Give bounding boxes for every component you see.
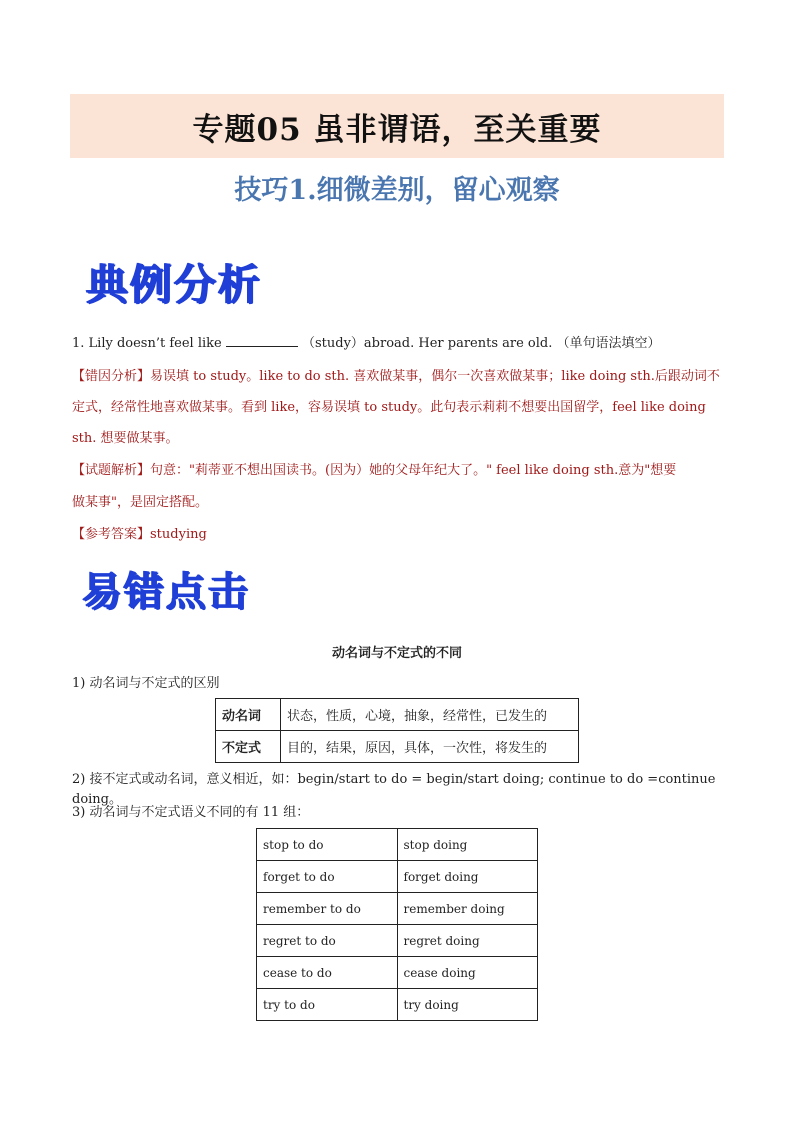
table-row — [257, 829, 538, 861]
table-cell: 动名词 — [216, 699, 281, 731]
table-cell: 状态，性质，心境，抽象，经常性，已发生的 — [281, 699, 579, 731]
table-row — [216, 731, 579, 763]
explanation-label: 【试题解析】 — [72, 463, 151, 478]
table-cell: cease doing — [397, 957, 538, 989]
table-row — [257, 893, 538, 925]
common-errors-banner: 易错点击 — [82, 569, 250, 615]
title-band — [70, 94, 724, 158]
explanation-line-2: 做某事"，是固定搭配。 — [72, 495, 208, 510]
answer-line — [72, 525, 724, 545]
explanation-text-1: 句意："莉蒂亚不想出国读书。(因为）她的父母年纪大了。" feel like doing sth.意为"想要 — [150, 463, 677, 478]
error-analysis-text-1: 易误填 to study。like to do sth. 喜欢做某事，偶尔一次喜欢做某事；like doing sth.后跟动词不 — [150, 369, 720, 384]
page-subtitle: 技巧1.细微差别，留心观察 — [234, 175, 560, 206]
pairs-table — [256, 828, 538, 1021]
table-cell: cease to do — [257, 957, 398, 989]
table-row — [216, 699, 579, 731]
page-title: 专题05 虽非谓语，至关重要 — [192, 111, 602, 148]
table-row — [257, 957, 538, 989]
point-1: 1) 动名词与不定式的区别 — [72, 676, 220, 691]
table-cell: regret to do — [257, 925, 398, 957]
table-cell: 不定式 — [216, 731, 281, 763]
answer-text: studying — [150, 527, 207, 542]
error-analysis-label: 【错因分析】 — [72, 369, 151, 384]
error-analysis-line-2: 定式，经常性地喜欢做某事。看到 like，容易误填 to study。此句表示莉莉不想要出国留学，feel like doing — [72, 400, 706, 415]
table-row — [257, 861, 538, 893]
answer-blank — [226, 334, 298, 347]
table-cell: remember doing — [397, 893, 538, 925]
error-analysis-line-3: sth. 想要做某事。 — [72, 431, 179, 446]
table-cell: stop to do — [257, 829, 398, 861]
table-row — [257, 925, 538, 957]
section-heading: 动名词与不定式的不同 — [331, 646, 462, 661]
table-cell: forget doing — [397, 861, 538, 893]
table-cell: stop doing — [397, 829, 538, 861]
table-cell: try to do — [257, 989, 398, 1021]
question-line — [72, 334, 724, 354]
point-3: 3) 动名词与不定式语义不同的有 11 组： — [72, 805, 310, 820]
example-analysis-banner: 典例分析 — [86, 260, 263, 309]
table-cell: regret doing — [397, 925, 538, 957]
answer-label: 【参考答案】 — [72, 527, 151, 542]
table-row — [257, 989, 538, 1021]
table-cell: 目的，结果，原因，具体，一次性，将发生的 — [281, 731, 579, 763]
explanation-line-1 — [72, 461, 724, 481]
question-text: 1. Lily doesn’t feel like — [72, 336, 222, 351]
point-2: 2) 接不定式或动名词，意义相近，如：begin/start to do = begin/start doing; continue to do =continue doing。 — [72, 772, 716, 807]
table-cell: forget to do — [257, 861, 398, 893]
compare-table — [215, 698, 579, 763]
error-analysis-line-1 — [72, 367, 724, 387]
question-rest: （study）abroad. Her parents are old. （单句语法填空） — [302, 336, 661, 351]
table-cell: remember to do — [257, 893, 398, 925]
table-cell: try doing — [397, 989, 538, 1021]
